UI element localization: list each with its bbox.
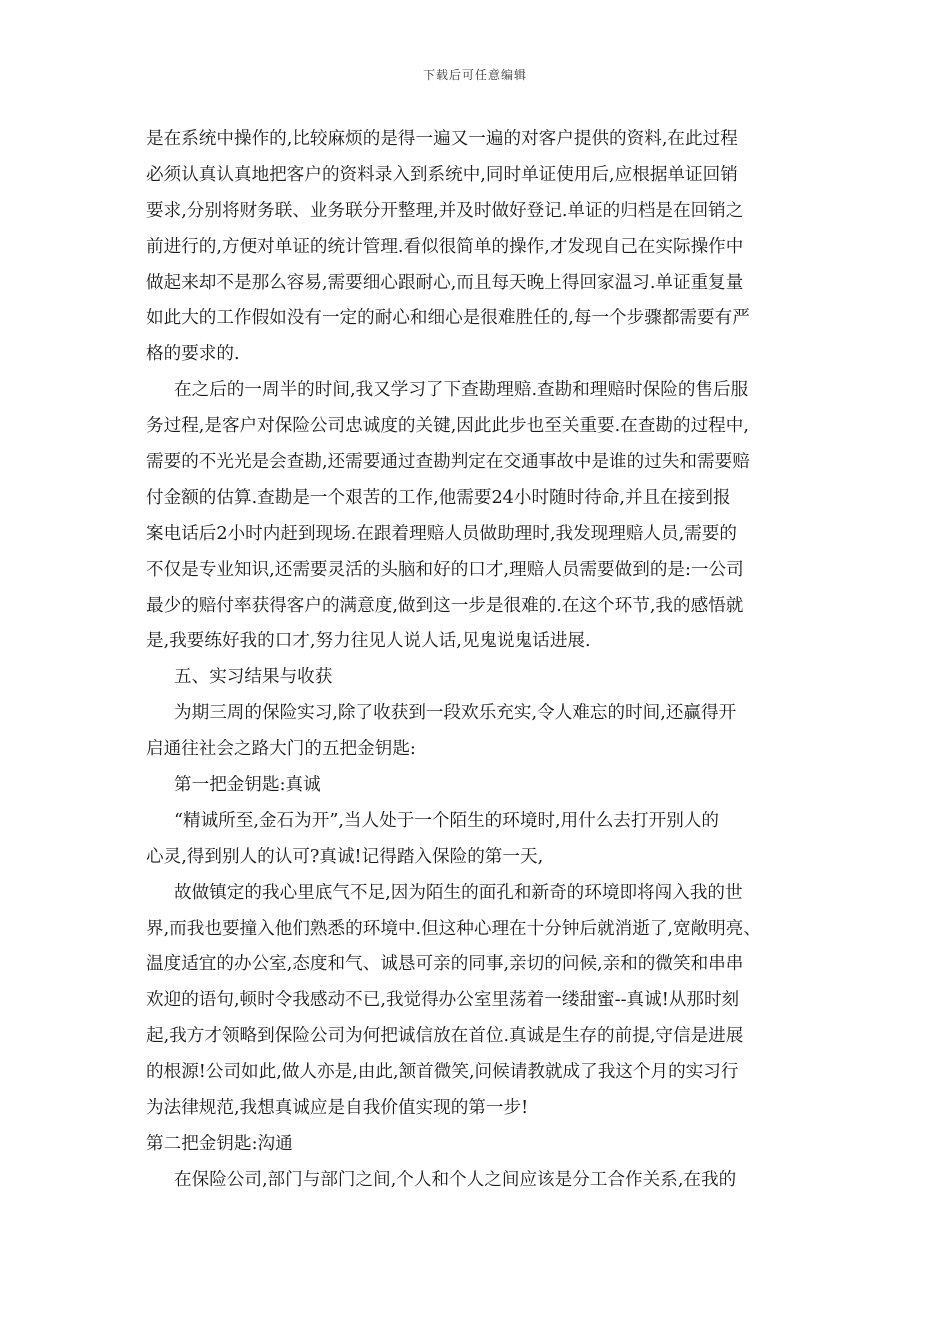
text-line: 付金额的估算.查勘是一个艰苦的工作,他需要24小时随时待命,并且在接到报 bbox=[146, 487, 731, 508]
text-line: 不仅是专业知识,还需要灵活的头脑和好的口才,理赔人员需要做到的是:一公司 bbox=[146, 559, 744, 580]
text-line: 故做镇定的我心里底气不足,因为陌生的面孔和新奇的环境即将闯入我的世 bbox=[174, 882, 743, 903]
text-line: 为法律规范,我想真诚应是自我价值实现的第一步! bbox=[146, 1098, 529, 1119]
text-line: 做起来却不是那么容易,需要细心跟耐心,而且每天晚上得回家温习.单证重复量 bbox=[146, 272, 744, 293]
text-line: 是在系统中操作的,比较麻烦的是得一遍又一遍的对客户提供的资料,在此过程 bbox=[146, 129, 738, 149]
text-line: 温度适宜的办公室,态度和气、诚恳可亲的同事,亲切的问候,亲和的微笑和串串 bbox=[146, 954, 744, 975]
text-line: 为期三周的保险实习,除了收获到一段欢乐充实,令人难忘的时间,还赢得开 bbox=[174, 703, 737, 724]
text-line: 务过程,是客户对保险公司忠诚度的关键,因此此步也至关重要.在查勘的过程中, bbox=[146, 416, 749, 437]
text-line: 心灵,得到别人的认可?真诚!记得踏入保险的第一天, bbox=[146, 846, 544, 867]
text-line: 案电话后2小时内赶到现场.在跟着理赔人员做助理时,我发现理赔人员,需要的 bbox=[146, 523, 737, 544]
text-line: 起,我方才领略到保险公司为何把诚信放在首位.真诚是生存的前提,守信是进展 bbox=[146, 1026, 744, 1047]
text-line: 需要的不光光是会查勘,还需要通过查勘判定在交通事故中是谁的过失和需要赔 bbox=[146, 452, 750, 473]
text-line: 第一把金钥匙:真诚 bbox=[174, 775, 321, 796]
text-line: 五、实习结果与收获 bbox=[174, 667, 333, 688]
text-line: 在保险公司,部门与部门之间,个人和个人之间应该是分工合作关系,在我的 bbox=[174, 1169, 737, 1190]
text-line: 如此大的工作假如没有一定的耐心和细心是很难胜任的,每一个步骤都需要有严 bbox=[146, 308, 750, 329]
text-line: 启通往社会之路大门的五把金钥匙: bbox=[146, 739, 416, 760]
page-header: 下载后可任意编辑 bbox=[422, 68, 527, 82]
text-line: 欢迎的语句,顿时令我感动不已,我觉得办公室里荡着一缕甜蜜--真诚!从那时刻 bbox=[146, 990, 740, 1011]
text-line: 是,我要练好我的口才,努力往见人说人话,见鬼说鬼话进展. bbox=[146, 631, 591, 652]
text-line: 界,而我也要撞入他们熟悉的环境中.但这种心理在十分钟后就消逝了,宽敞明亮、 bbox=[146, 918, 761, 939]
text-line: 第二把金钥匙:沟通 bbox=[146, 1133, 293, 1154]
text-line: 在之后的一周半的时间,我又学习了下查勘理赔.查勘和理赔时保险的售后服 bbox=[174, 380, 749, 401]
text-line: 的根源!公司如此,做人亦是,由此,颔首微笑,问候请教就成了我这个月的实习行 bbox=[146, 1062, 739, 1083]
text-line: 要求,分别将财务联、业务联分开整理,并及时做好登记.单证的归档是在回销之 bbox=[146, 200, 744, 221]
text-line: 必须认真认真地把客户的资料录入到系统中,同时单证使用后,应根据单证回销 bbox=[146, 164, 738, 185]
text-line: “精诚所至,金石为开”,当人处于一个陌生的环境时,用什么去打开别人的 bbox=[174, 810, 719, 831]
text-line: 前进行的,方便对单证的统计管理.看似很简单的操作,才发现自己在实际操作中 bbox=[146, 236, 744, 257]
text-line: 最少的赔付率获得客户的满意度,做到这一步是很难的.在这个环节,我的感悟就 bbox=[146, 595, 744, 616]
document-body bbox=[146, 122, 816, 1199]
text-line: 格的要求的. bbox=[146, 344, 240, 365]
